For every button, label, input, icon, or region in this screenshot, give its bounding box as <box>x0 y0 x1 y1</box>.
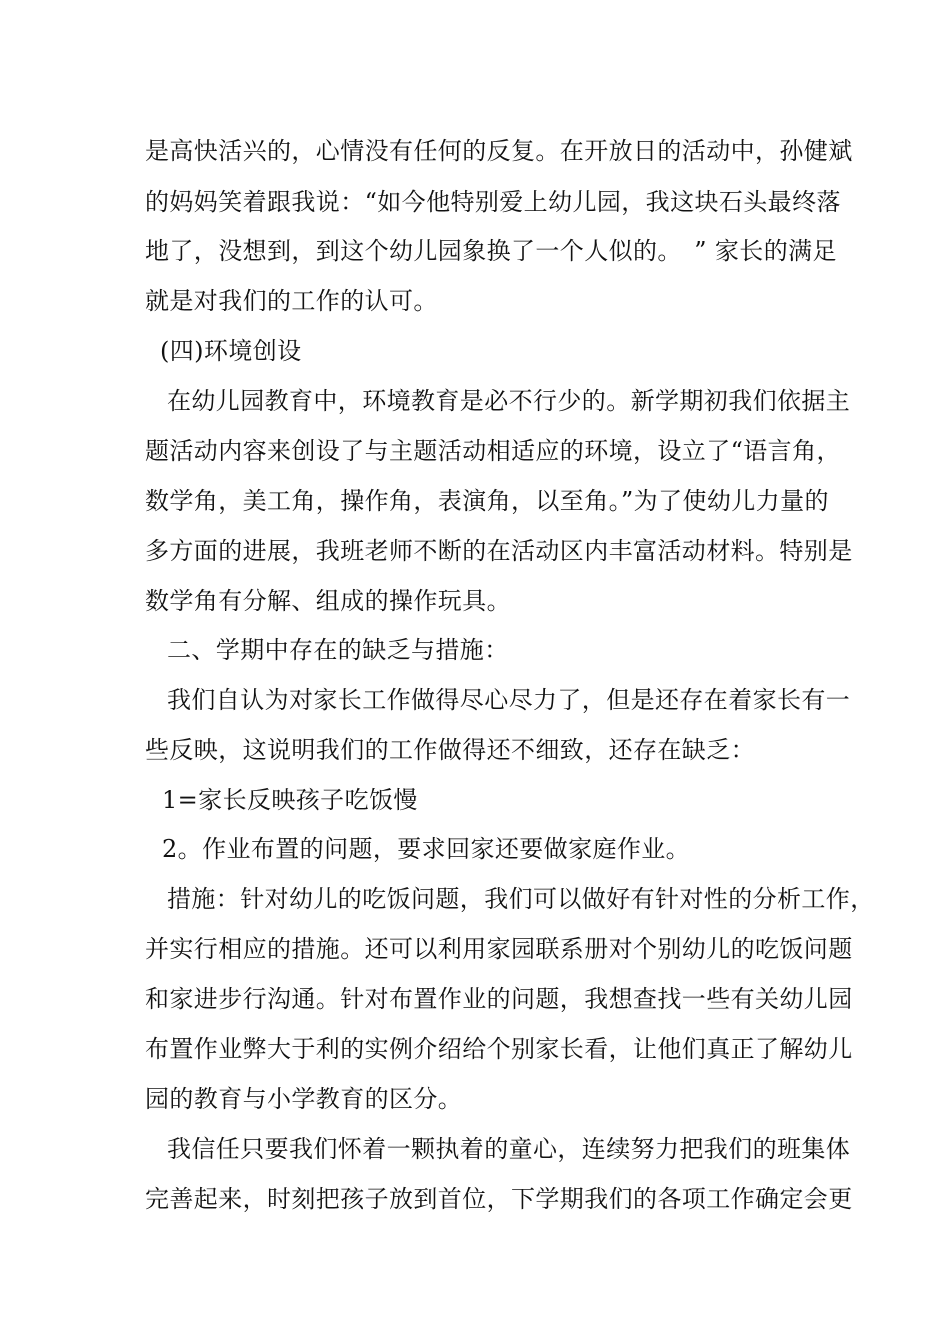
list-item: 2。作业布置的问题，要求回家还要做家庭作业。 <box>162 835 691 863</box>
text-line: 数学角有分解、组成的操作玩具。 <box>145 587 511 615</box>
text-line: 题活动内容来创设了与主题活动相适应的环境，设立了“语言角， <box>145 437 841 465</box>
text-line: 就是对我们的工作的认可。 <box>145 287 438 315</box>
section-heading: 二、学期中存在的缺乏与措施： <box>167 636 509 664</box>
text-line: 布置作业弊大于利的实例介绍给个别家长看，让他们真正了解幼儿 <box>145 1035 853 1063</box>
text-line: 地了，没想到，到这个幼儿园象换了一个人似的。 ” 家长的满足 <box>145 237 837 265</box>
text-line: 完善起来，时刻把孩子放到首位，下学期我们的各项工作确定会更 <box>145 1185 853 1213</box>
text-line: 我们自认为对家长工作做得尽心尽力了，但是还存在着家长有一 <box>167 686 851 714</box>
text-line: 在幼儿园教育中，环境教育是必不行少的。新学期初我们依据主 <box>167 387 851 415</box>
text-line: 并实行相应的措施。还可以利用家园联系册对个别幼儿的吃饭问题 <box>145 935 853 963</box>
text-line: 的妈妈笑着跟我说：“如今他特别爱上幼儿园，我这块石头最终落 <box>145 188 841 216</box>
text-line: 数学角，美工角，操作角，表演角，以至角。”为了使幼儿力量的 <box>145 487 829 515</box>
text-line: 园的教育与小学教育的区分。 <box>145 1085 463 1113</box>
text-line: 和家进步行沟通。针对布置作业的问题，我想查找一些有关幼儿园 <box>145 985 853 1013</box>
text-line: 措施：针对幼儿的吃饭问题，我们可以做好有针对性的分析工作， <box>167 885 875 913</box>
text-line: 些反映，这说明我们的工作做得还不细致，还存在缺乏： <box>145 736 755 764</box>
list-item: 1=家长反映孩子吃饭慢 <box>162 786 418 814</box>
section-heading: (四)环境创设 <box>160 337 302 365</box>
text-line: 多方面的进展，我班老师不断的在活动区内丰富活动材料。特别是 <box>145 537 853 565</box>
text-line: 我信任只要我们怀着一颗执着的童心，连续努力把我们的班集体 <box>167 1135 851 1163</box>
text-line: 是高快活兴的，心情没有任何的反复。在开放日的活动中，孙健斌 <box>145 137 853 165</box>
